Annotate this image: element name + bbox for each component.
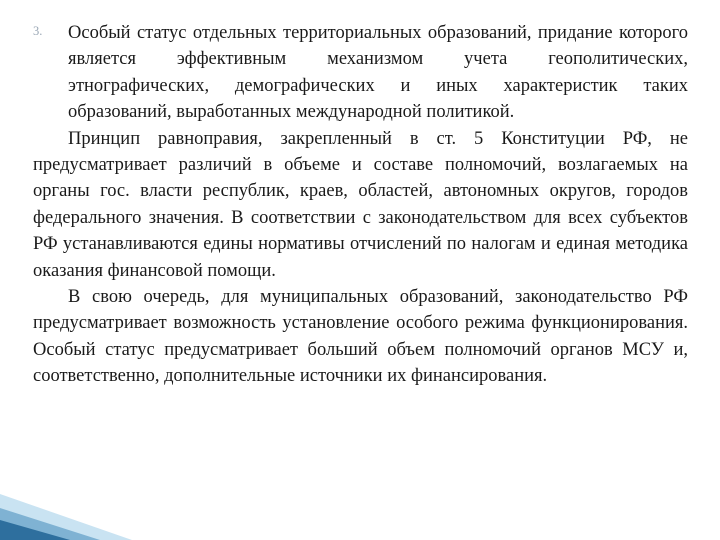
paragraph-equal-rights: Принцип равноправия, закрепленный в ст. 5 Конституции РФ, не предусматривает различий в объеме и составе полномочий, возлагаемых на органы гос. власти республик, краев, областей, автономных округов, городов федерального значения. В соответствии с законодательством для всех субъектов РФ устанавливаются едины нормативы отчислений по налогам и единая методика оказания финансовой помощи.	[33, 128, 688, 281]
item-number: 3.	[33, 24, 43, 38]
slide-text-body	[33, 20, 688, 390]
numbered-item-3	[33, 20, 688, 126]
paragraph-municipal: В свою очередь, для муниципальных образований, законодательство РФ предусматривает возможность установление особого режима функционирования. Особый статус предусматривает больший объем полномочий органов МСУ и, соответственно, дополнительные источники их финансирования.	[33, 287, 688, 387]
item-3-text: Особый статус отдельных территориальных образований, придание которого является эффективным механизмом учета геополитических, этнографических, демографических и иных характеристик таких образований, выработанных международной политикой.	[68, 23, 688, 123]
corner-decoration	[0, 450, 140, 540]
